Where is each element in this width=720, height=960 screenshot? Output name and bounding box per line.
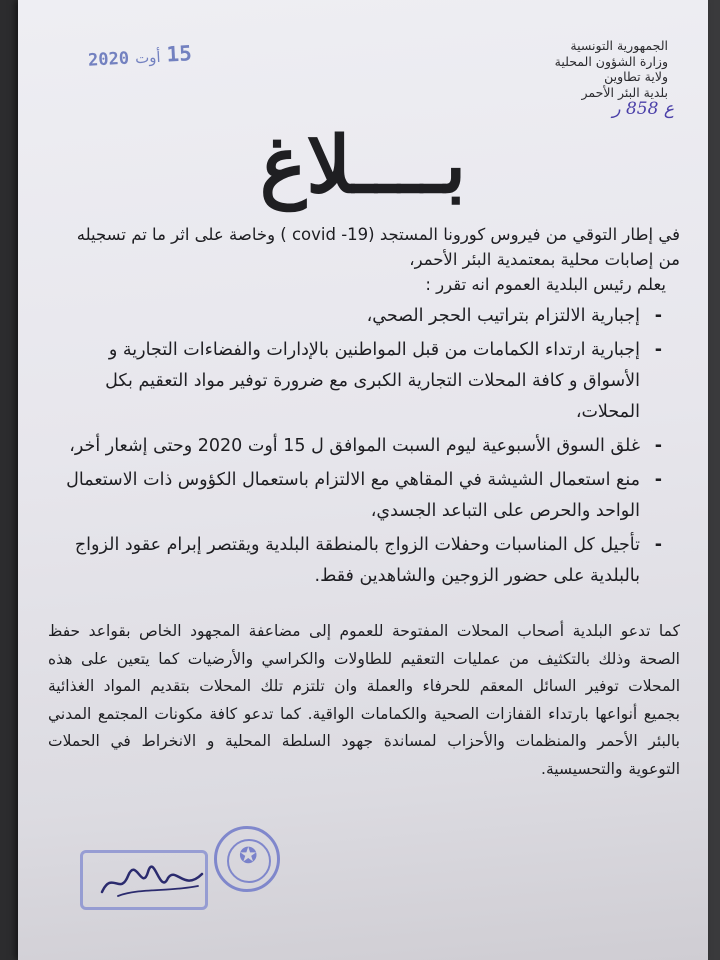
document-page bbox=[18, 0, 708, 960]
date-month: أوت bbox=[134, 47, 162, 68]
letterhead-municipality: بلدية البئر الأحمر bbox=[581, 84, 668, 100]
measure-item: - منع استعمال الشيشة في المقاهي مع الالتزام باستعمال الكؤوس ذات الاستعمال الواحد والحرص على التباعد الجسدي، bbox=[66, 465, 662, 527]
page-title: بــــلاغ bbox=[259, 120, 467, 211]
closing-paragraph: كما تدعو البلدية أصحاب المحلات المفتوحة للعموم إلى مضاعفة المجهود الخاص بقواعد حفظ الصحة وذلك بالتكثيف من عمليات التعقيم للطاولات والكراسي والأرضيات كما يتعين على هذه المحلات توفير السائل المعقم للحرفاء والعملة وان تلتزم تلك المحلات بتقديم المواد الغذائية بجميع أنواعها بارتداء القفازات الصحية والكمامات الواقية. كما تدعو كافة مكونات المجتمع المدني بالبئر الأحمر والمنظمات والأحزاب لمساندة جهود السلطة المحلية و الانخراط في الحملات التوعوية والتحسيسية. bbox=[48, 622, 680, 778]
signature-icon bbox=[98, 862, 208, 902]
desk-edge bbox=[0, 0, 18, 960]
date-year: 2020 bbox=[87, 48, 130, 71]
measures-list bbox=[66, 301, 680, 592]
document-body bbox=[48, 222, 680, 783]
intro-paragraph: في إطار التوقي من فيروس كورونا المستجد (covid -19 ) وخاصة على اثر ما تم تسجيله من إصابات محلية بمعتمدية البئر الأحمر، bbox=[76, 225, 680, 269]
measure-item: - إجبارية الالتزام بتراتيب الحجر الصحي، bbox=[66, 301, 662, 332]
notice-line: يعلم رئيس البلدية العموم انه تقرر : bbox=[425, 275, 666, 294]
letterhead-republic: الجمهورية التونسية bbox=[570, 38, 668, 53]
letterhead bbox=[468, 38, 674, 119]
letterhead-governorate: ولاية تطاوين bbox=[604, 69, 668, 84]
letterhead-ministry: وزارة الشؤون المحلية bbox=[554, 53, 668, 69]
date-stamp bbox=[87, 41, 192, 70]
measure-item: - تأجيل كل المناسبات وحفلات الزواج بالمنطقة البلدية ويقتصر إبرام عقود الزواج بالبلدية على حضور الزوجين والشاهدين فقط. bbox=[66, 530, 662, 592]
seal-star-icon: ✪ bbox=[239, 844, 258, 869]
reference-number: ع 858 ر bbox=[612, 99, 674, 119]
measure-item: - غلق السوق الأسبوعية ليوم السبت الموافق ل 15 أوت 2020 وحتى إشعار أخر، bbox=[66, 431, 662, 462]
date-day: 15 bbox=[165, 41, 193, 67]
measure-item: - إجبارية ارتداء الكمامات من قبل المواطنين بالإدارات والفضاءات التجارية و الأسواق و كافة المحلات التجارية الكبرى مع ضرورة توفير مواد التعقيم بكل المحلات، bbox=[66, 335, 662, 428]
